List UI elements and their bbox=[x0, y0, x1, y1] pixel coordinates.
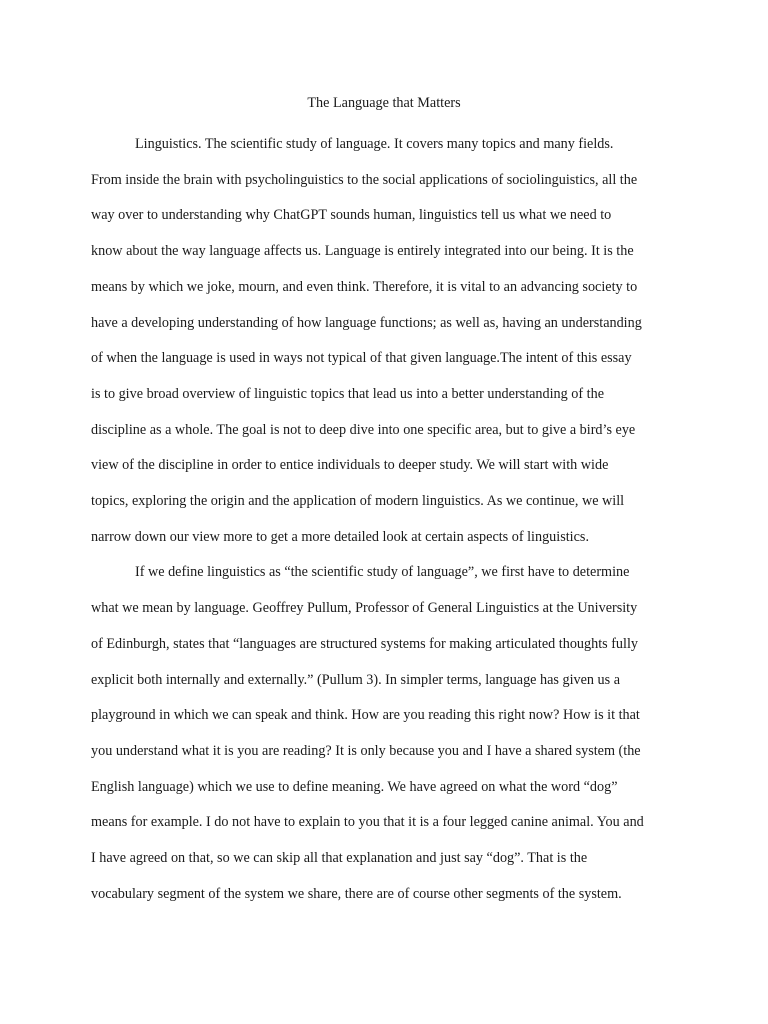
page-title: The Language that Matters bbox=[307, 95, 461, 111]
paragraph-2-line-9: I have agreed on that, so we can skip all that explanation and just say “dog”. That is the bbox=[91, 850, 588, 866]
paragraph-2-line-1: If we define linguistics as “the scientific study of language”, we first have to determine bbox=[135, 564, 630, 580]
paragraph-1-line-2: From inside the brain with psycholinguistics to the social applications of sociolinguistics, all the bbox=[91, 172, 638, 188]
paragraph-1-line-3: way over to understanding why ChatGPT sounds human, linguistics tell us what we need to bbox=[91, 207, 612, 223]
paragraph-1-line-6: have a developing understanding of how language functions; as well as, having an understanding bbox=[91, 315, 642, 331]
paragraph-2-line-10: vocabulary segment of the system we share, there are of course other segments of the system. bbox=[91, 886, 622, 902]
paragraph-1-line-5: means by which we joke, mourn, and even think. Therefore, it is vital to an advancing society to bbox=[91, 279, 638, 295]
paragraph-2-line-4: explicit both internally and externally.” (Pullum 3). In simpler terms, language has given us a bbox=[91, 672, 621, 688]
paragraph-2-line-2: what we mean by language. Geoffrey Pullum, Professor of General Linguistics at the University bbox=[91, 600, 638, 616]
paragraph-1-line-4: know about the way language affects us. Language is entirely integrated into our being. It is the bbox=[91, 243, 634, 259]
paragraph-1-line-9: discipline as a whole. The goal is not to deep dive into one specific area, but to give a bird’s eye bbox=[91, 422, 636, 438]
paragraph-1-line-7: of when the language is used in ways not typical of that given language.The intent of this essay bbox=[91, 350, 632, 366]
paragraph-2-line-8: means for example. I do not have to explain to you that it is a four legged canine animal. You and bbox=[91, 814, 644, 830]
paragraph-2-line-7: English language) which we use to define meaning. We have agreed on what the word “dog” bbox=[91, 779, 618, 795]
paragraph-1-line-8: is to give broad overview of linguistic topics that lead us into a better understanding of the bbox=[91, 386, 604, 402]
paragraph-2-line-6: you understand what it is you are reading? It is only because you and I have a shared system (the bbox=[91, 743, 641, 759]
paragraph-1-line-10: view of the discipline in order to entice individuals to deeper study. We will start with wide bbox=[91, 457, 609, 473]
paragraph-1-line-12: narrow down our view more to get a more detailed look at certain aspects of linguistics. bbox=[91, 529, 589, 545]
paragraph-2-line-5: playground in which we can speak and think. How are you reading this right now? How is it that bbox=[91, 707, 640, 723]
paragraph-1-line-1: Linguistics. The scientific study of language. It covers many topics and many fields. bbox=[135, 136, 614, 152]
paragraph-2-line-3: of Edinburgh, states that “languages are structured systems for making articulated thoughts fully bbox=[91, 636, 639, 652]
paragraph-1-line-11: topics, exploring the origin and the application of modern linguistics. As we continue, we will bbox=[91, 493, 625, 509]
